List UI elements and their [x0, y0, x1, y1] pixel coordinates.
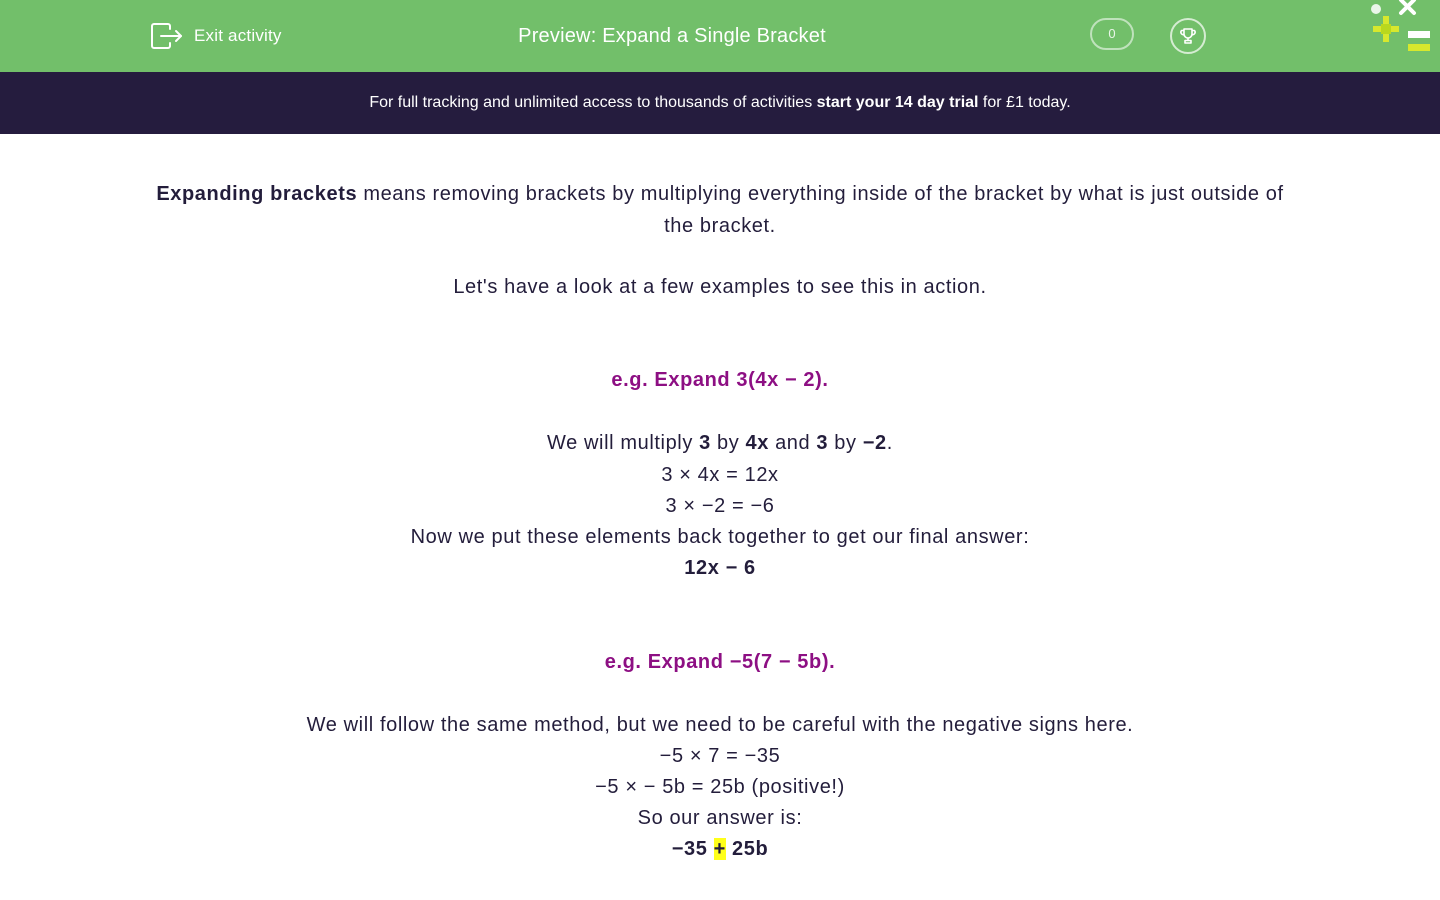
answer-part: 25b [725, 838, 769, 860]
method-term: 3 [699, 432, 711, 454]
example-2-answer [0, 834, 1440, 865]
highlighted-sign: + [713, 838, 726, 860]
example-1-answer: 12x − 6 [684, 557, 756, 579]
example-1-step-1: 3 × 4x = 12x [661, 464, 779, 486]
example-2-conclusion: So our answer is: [637, 807, 803, 829]
method-term: 4x [745, 432, 769, 454]
score-badge: 0 [1090, 18, 1134, 50]
method-text: by [710, 432, 746, 454]
example-1-heading: e.g. Expand 3(4x − 2). [611, 369, 829, 391]
method-text: We will multiply [547, 432, 700, 454]
promo-text-before: For full tracking and unlimited access to thousands of activities [369, 94, 817, 111]
intro-paragraph [150, 178, 1290, 242]
example-2-method: We will follow the same method, but we need to be careful with the negative signs here. [306, 714, 1134, 736]
promo-text-after: for £1 today. [978, 94, 1071, 111]
intro-text: means removing brackets by multiplying everything inside of the bracket by what is just outside of the bracket. [357, 183, 1284, 237]
page-title: Preview: Expand a Single Bracket [518, 25, 826, 47]
method-text: by [828, 432, 863, 454]
example-2-step-1: −5 × 7 = −35 [659, 745, 781, 767]
exit-activity-label: Exit activity [194, 26, 282, 45]
intro-keyword: Expanding brackets [156, 183, 358, 205]
example-1-method [0, 428, 1440, 459]
example-2-step-2: −5 × − 5b = 25b (positive!) [595, 776, 845, 798]
example-1-conclusion: Now we put these elements back together to get our final answer: [410, 526, 1030, 548]
look-line: Let's have a look at a few examples to see this in action. [453, 276, 987, 298]
example-1-step-2: 3 × −2 = −6 [665, 495, 775, 517]
method-term: 3 [816, 432, 829, 454]
method-term: −2 [862, 432, 887, 454]
method-text: . [886, 432, 893, 454]
top-bar [0, 0, 1440, 72]
promo-banner [0, 72, 1440, 134]
trophy-button[interactable] [1170, 18, 1206, 54]
example-2-heading: e.g. Expand −5(7 − 5b). [604, 651, 836, 673]
logo-icon [1368, 0, 1440, 61]
method-text: and [768, 432, 817, 454]
answer-part: −35 [671, 838, 714, 860]
trial-link[interactable]: start your 14 day trial [816, 94, 979, 111]
